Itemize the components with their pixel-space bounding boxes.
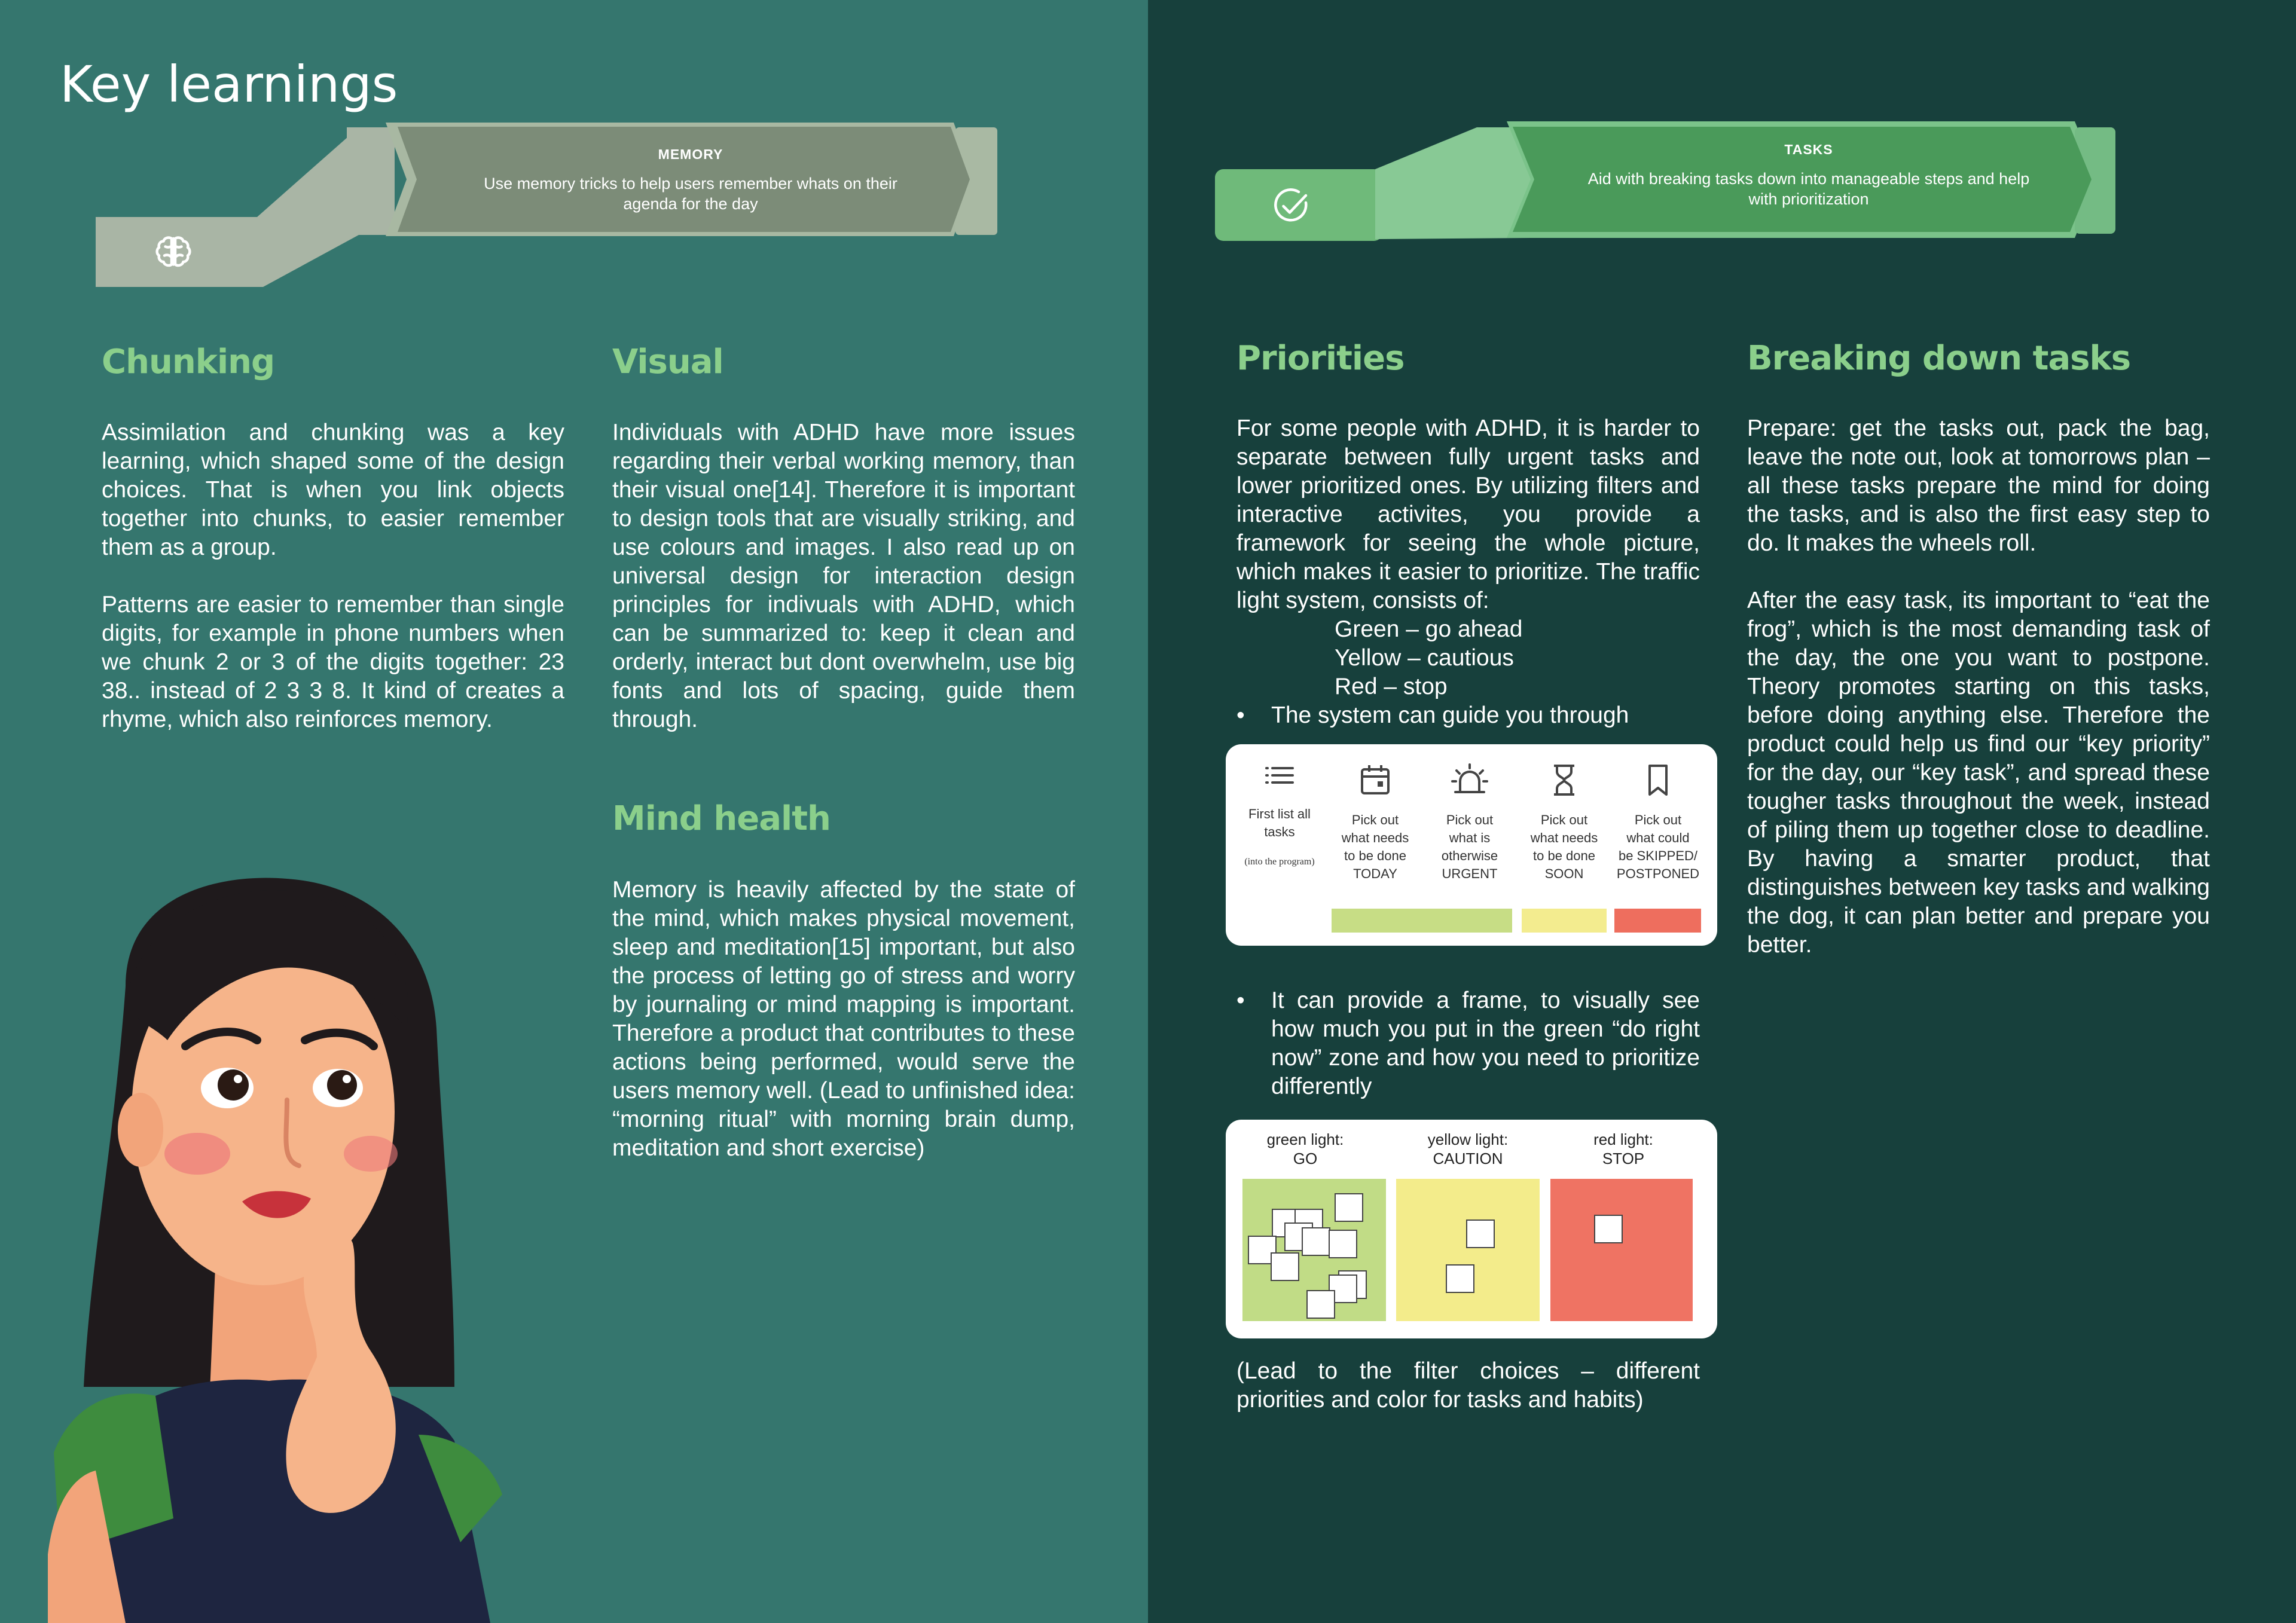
green-light-label (1242, 1130, 1368, 1168)
page-title: Key learnings (60, 55, 398, 114)
red-zone (1550, 1179, 1693, 1321)
traffic-light-list (1236, 615, 1700, 701)
step-soon-line-4: SOON (1544, 866, 1584, 881)
calendar-icon (1357, 762, 1393, 798)
traffic-light-green: Green – go ahead (1335, 616, 1523, 642)
task-square (1329, 1230, 1357, 1258)
priorities-heading: Priorities (1236, 339, 1405, 378)
step-urgent-line-2: what is (1449, 830, 1491, 845)
step-today-line-1: Pick out (1351, 812, 1399, 827)
step-postponed-line-4: POSTPONED (1616, 866, 1700, 881)
task-square (1306, 1290, 1335, 1319)
chunking-text (102, 418, 564, 748)
task-square (1302, 1227, 1330, 1256)
traffic-light-yellow: Yellow – cautious (1335, 645, 1514, 671)
step-urgent-line-1: Pick out (1446, 812, 1494, 827)
list-icon (1262, 762, 1297, 792)
step-urgent-line-4: URGENT (1442, 866, 1498, 881)
check-circle-icon (1268, 182, 1315, 230)
priorities-intro: For some people with ADHD, it is harder to separate between fully urgent tasks and lower prioritized ones. By utilizing filters and interactive activites, you provide a framework for seeing the whole picture, which makes it easier to prioritize. The traffic light system, consists of: (1236, 415, 1700, 613)
priorities-text-2 (1236, 986, 1700, 1101)
step-today (1327, 762, 1423, 883)
hourglass-icon (1549, 762, 1579, 798)
task-square (1335, 1193, 1363, 1222)
yellow-light-label (1396, 1130, 1540, 1168)
chunking-heading: Chunking (102, 343, 275, 381)
task-square (1594, 1215, 1623, 1243)
step-postponed (1610, 762, 1706, 883)
visual-heading: Visual (612, 343, 723, 381)
thinking-woman-illustration (36, 849, 574, 1623)
priorities-text (1236, 414, 1700, 730)
breaking-down-paragraph-1: Prepare: get the tasks out, pack the bag, leave the note out, look at tomorrows plan – all these tasks prepare the mind for doing the tasks, and is also the first easy step to do. It makes the wheels roll. (1747, 415, 2210, 556)
red-light-label (1552, 1130, 1695, 1168)
yellow-light-label-2: CAUTION (1433, 1150, 1503, 1167)
step-today-line-4: TODAY (1353, 866, 1397, 881)
memory-banner-title: MEMORY (658, 146, 723, 162)
red-light-label-2: STOP (1602, 1150, 1645, 1167)
chunking-paragraph-2: Patterns are easier to remember than single digits, for example in phone numbers when we chunk 2 or 3 of the digits together: 23 38.. instead of 2 3 3 8. It kind of creates a rhyme, which also reinforces memory. (102, 592, 564, 732)
priorities-footer: (Lead to the filter choices – different priorities and color for tasks and habits) (1236, 1358, 1700, 1413)
step-soon (1516, 762, 1612, 883)
mind-health-heading: Mind health (612, 799, 831, 838)
tasks-banner-description: Aid with breaking tasks down into manageable steps and help with prioritization (1587, 170, 2030, 208)
yellow-zone (1396, 1179, 1540, 1321)
tasks-banner-shape (0, 0, 2296, 251)
memory-banner-description: Use memory tricks to help users remember whats on their agenda for the day (484, 175, 897, 213)
green-bar (1332, 909, 1512, 933)
step-postponed-line-1: Pick out (1634, 812, 1682, 827)
visual-text (612, 418, 1075, 748)
step-list-all-line-2: tasks (1264, 824, 1295, 839)
breaking-down-heading: Breaking down tasks (1747, 339, 2131, 378)
priorities-bullet-2: • It can provide a frame, to visually see how much you put in the green “do right now” zone and how you need to prioritize differently (1236, 986, 1700, 1101)
step-today-line-2: what needs (1341, 830, 1409, 845)
priorities-bullet-1: • The system can guide you through (1236, 701, 1700, 730)
step-urgent-line-3: otherwise (1441, 848, 1498, 863)
yellow-bar (1522, 909, 1607, 933)
breaking-down-text (1747, 414, 2210, 974)
step-list-all-line-1: First list all (1248, 806, 1311, 821)
task-square (1446, 1264, 1474, 1293)
visual-paragraph: Individuals with ADHD have more issues regarding their verbal working memory, than their visual one[14]. Therefore it is important to design tools that are visually striking, and use colours and images. I also read up on universal design for interaction design principles for indivuals with ADHD, which can be summarized to: keep it clean and orderly, interact but dont overwhelm, use big fonts and lots of spacing, guide them through. (612, 420, 1075, 732)
red-light-label-1: red light: (1593, 1130, 1653, 1148)
task-square (1271, 1252, 1299, 1281)
yellow-light-label-1: yellow light: (1427, 1130, 1509, 1148)
breaking-down-paragraph-2: After the easy task, its important to “eat the frog”, which is the most demanding task of the day, the one you want to postpone. Theory promotes starting on this tasks, before doing anything else. Therefore the product could help us find our “key priority” for the day, our “key task”, and spread these tougher tasks throughout the week, instead of piling them up together close to deadline. By having a smarter product, that distinguishes between key tasks and walking the dog, it can plan better and prepare you better. (1747, 588, 2210, 958)
tasks-banner-title: TASKS (1784, 142, 1833, 157)
task-square (1466, 1219, 1495, 1248)
red-bar (1614, 909, 1701, 933)
step-urgent (1422, 762, 1518, 883)
step-postponed-line-3: be SKIPPED/ (1618, 848, 1698, 863)
mind-health-paragraph: Memory is heavily affected by the state of the mind, which makes physical movement, sleep and meditation[15] important, but also the process of letting go of stress and worry by journaling or mind mapping is important. Therefore a product that contributes to these actions being performed, would serve the users memory well. (Lead to unfinished idea: “morning ritual” with morning brain dump, meditation and short exercise) (612, 877, 1075, 1161)
step-list-all-note: (into the program) (1244, 857, 1315, 867)
step-postponed-line-2: what could (1626, 830, 1690, 845)
tasks-banner-text (1584, 142, 2033, 209)
step-soon-line-1: Pick out (1540, 812, 1588, 827)
step-list-all (1232, 762, 1327, 871)
siren-icon (1451, 762, 1489, 798)
traffic-light-red: Red – stop (1335, 674, 1448, 699)
green-light-label-1: green light: (1266, 1130, 1344, 1148)
green-light-label-2: GO (1293, 1150, 1318, 1167)
bookmark-icon (1643, 762, 1673, 798)
mind-health-text (612, 876, 1075, 1177)
step-soon-line-3: to be done (1533, 848, 1595, 863)
chunking-paragraph-1: Assimilation and chunking was a key learning, which shaped some of the design choices. That is when you link objects together into chunks, to easier remember them as a group. (102, 420, 564, 560)
step-today-line-3: to be done (1344, 848, 1406, 863)
step-soon-line-2: what needs (1530, 830, 1598, 845)
